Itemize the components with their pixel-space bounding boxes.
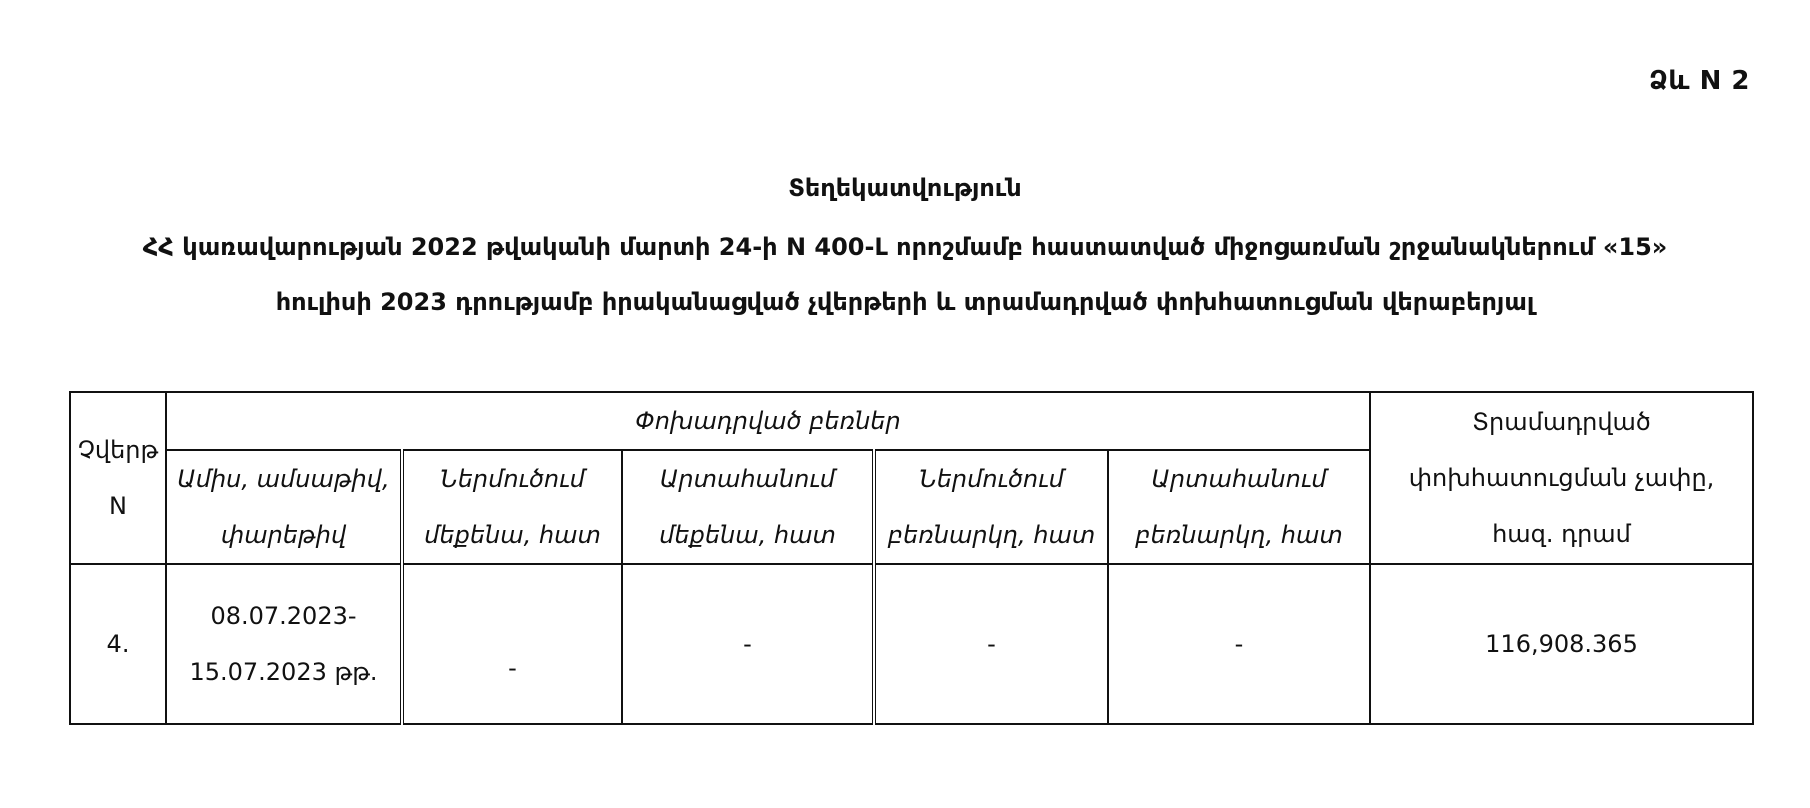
header-date: Ամիս, ամսաթիվ, փարեթիվ (166, 450, 402, 564)
header-import-containers: Ներմուծում բեռնարկղ, հատ (874, 450, 1108, 564)
cell-export-containers: - (1108, 564, 1370, 724)
document-subtitle-line-1: ՀՀ կառավարության 2022 թվականի մարտի 24-ի N 400-Լ որոշմամբ հաստատված միջոցառման շրջանակներում «15» (142, 233, 1668, 261)
header-compensation: Տրամադրված փոխհատուցման չափը, հազ. դրամ (1370, 392, 1753, 564)
document-title: Տեղեկատվություն (788, 174, 1022, 202)
form-number: Ձև N 2 (1648, 66, 1750, 96)
table-row (70, 564, 1753, 724)
cell-flight-number: 4. (70, 564, 166, 724)
cell-export-vehicles: - (622, 564, 874, 724)
table-header-row (70, 392, 1753, 450)
cell-import-vehicles: - (402, 564, 622, 724)
header-flight-number: Չվերթ N (70, 392, 166, 564)
cell-compensation: 116,908.365 (1370, 564, 1753, 724)
cell-import-containers: - (874, 564, 1108, 724)
header-import-vehicles: Ներմուծում մեքենա, հատ (402, 450, 622, 564)
header-transported-cargo: Փոխադրված բեռներ (166, 392, 1370, 450)
header-export-containers: Արտահանում բեռնարկղ, հատ (1108, 450, 1370, 564)
document-subtitle-line-2: հուլիսի 2023 դրությամբ իրականացված չվերթերի և տրամադրված փոխհատուցման վերաբերյալ (275, 288, 1535, 316)
report-table (69, 391, 1754, 725)
cell-date: 08.07.2023-15.07.2023 թթ. (166, 564, 402, 724)
header-export-vehicles: Արտահանում մեքենա, հատ (622, 450, 874, 564)
